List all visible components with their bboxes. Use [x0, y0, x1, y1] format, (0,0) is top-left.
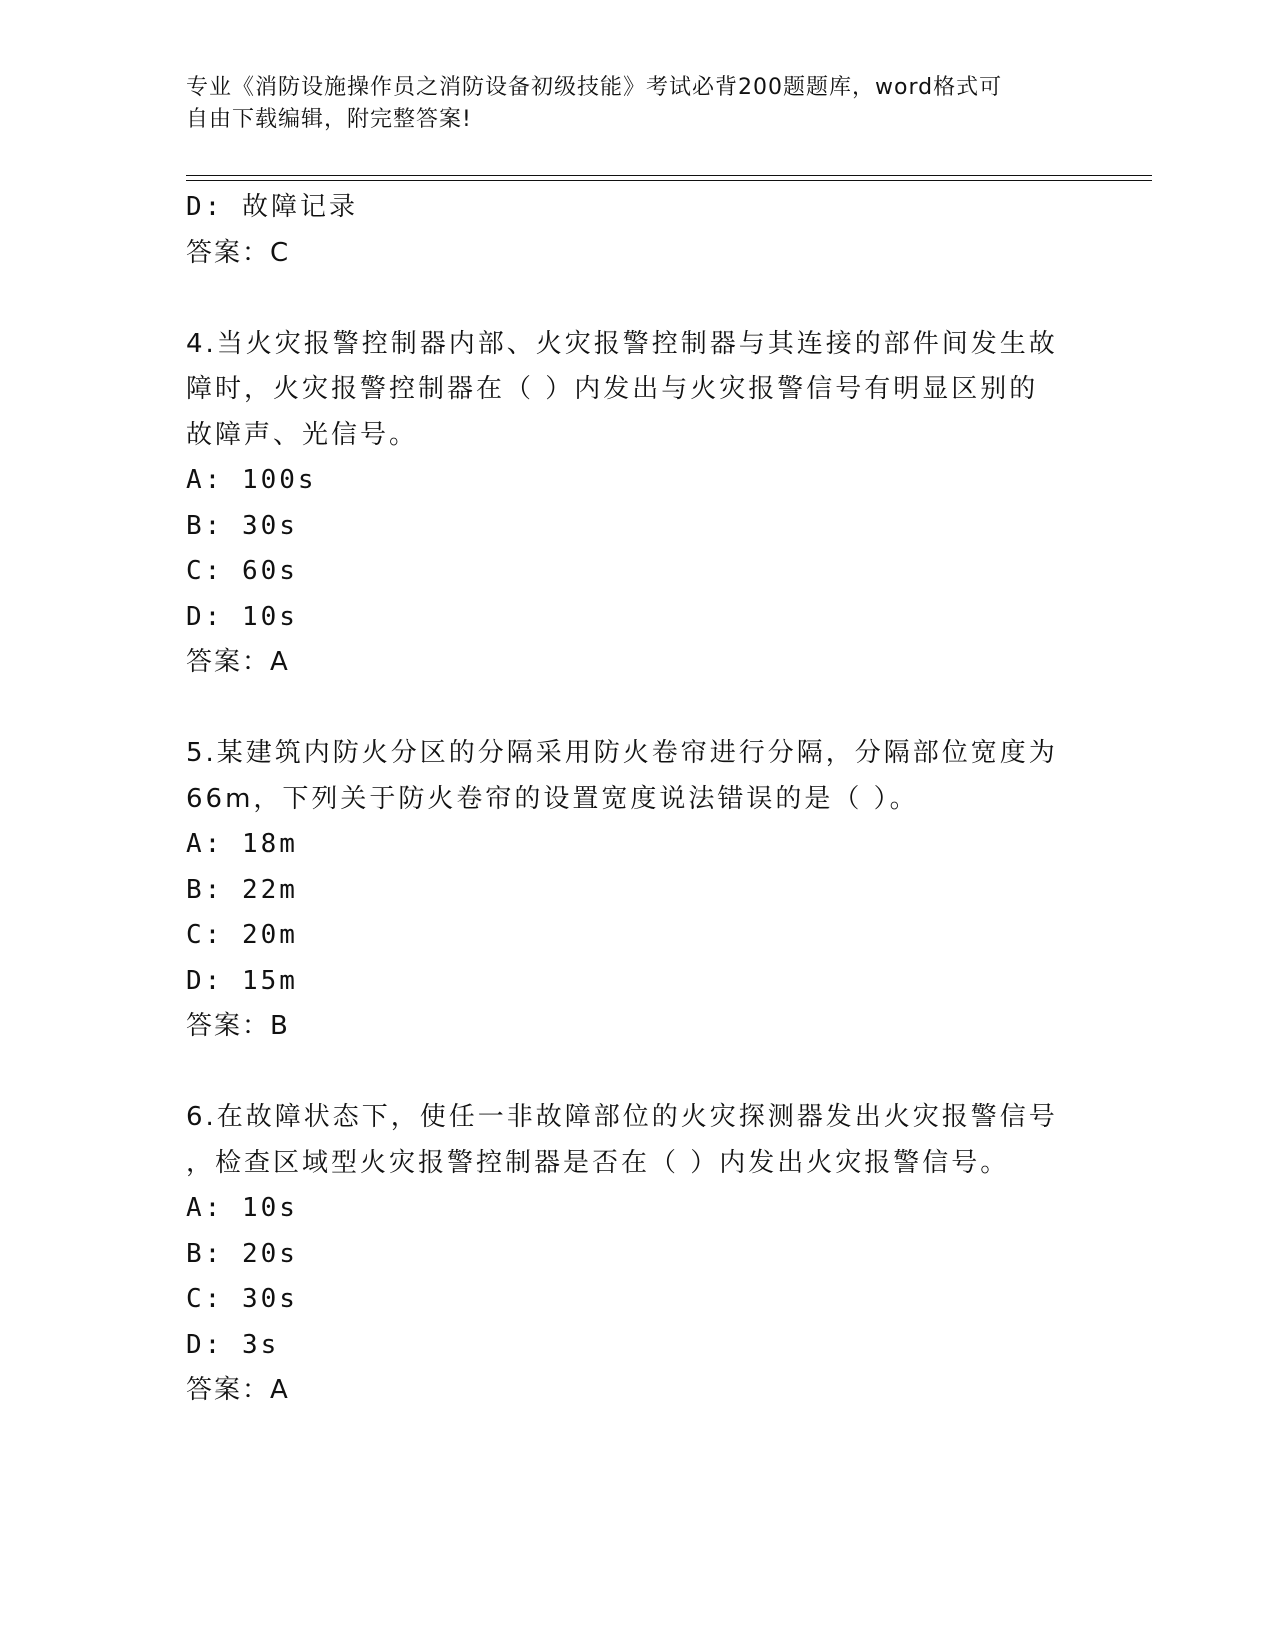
option-b: B: 30s: [186, 510, 298, 541]
answer: 答案：A: [186, 647, 290, 677]
spacer: [186, 1050, 1066, 1096]
header-line-2: 自由下载编辑，附完整答案!: [186, 107, 472, 132]
spacer: [186, 276, 1066, 322]
option-b: B: 22m: [186, 874, 298, 905]
header-divider-top: [186, 175, 1152, 176]
question-stem-line: 障时，火灾报警控制器在（ ）内发出与火灾报警信号有明显区别的: [186, 374, 1039, 404]
question-stem-line: 4.当火灾报警控制器内部、火灾报警控制器与其连接的部件间发生故: [186, 328, 1058, 359]
spacer: [186, 686, 1066, 732]
carry-option-d: D: 故障记录: [186, 192, 358, 222]
question-5: [186, 731, 1066, 1050]
answer: 答案：A: [186, 1375, 290, 1405]
question-6: [186, 1095, 1066, 1414]
option-a: A: 18m: [186, 829, 298, 859]
option-a: A: 100s: [186, 465, 317, 495]
carry-answer: 答案：C: [186, 237, 291, 268]
question-stem-line: 故障声、光信号。: [186, 419, 419, 450]
question-content: [186, 185, 1066, 1414]
option-a: A: 10s: [186, 1193, 298, 1223]
option-b: B: 20s: [186, 1238, 298, 1269]
option-c: C: 20m: [186, 920, 298, 950]
question-stem-line: 66m，下列关于防火卷帘的设置宽度说法错误的是（ ）。: [186, 783, 919, 814]
question-stem-line: ，检查区域型火灾报警控制器是否在（ ）内发出火灾报警信号。: [186, 1147, 1010, 1178]
answer: 答案：B: [186, 1011, 290, 1041]
document-header: [186, 72, 1066, 136]
option-d: D: 3s: [186, 1329, 280, 1360]
option-d: D: 15m: [186, 965, 298, 996]
header-line-1: 专业《消防设施操作员之消防设备初级技能》考试必背200题题库，word格式可: [186, 75, 1003, 100]
question-stem-line: 5.某建筑内防火分区的分隔采用防火卷帘进行分隔，分隔部位宽度为: [186, 738, 1058, 768]
question-4: [186, 322, 1066, 686]
option-d: D: 10s: [186, 601, 298, 632]
header-divider-bottom: [186, 180, 1152, 181]
option-c: C: 60s: [186, 556, 298, 586]
question-stem-line: 6.在故障状态下，使任一非故障部位的火灾探测器发出火灾报警信号: [186, 1102, 1058, 1132]
option-c: C: 30s: [186, 1284, 298, 1314]
